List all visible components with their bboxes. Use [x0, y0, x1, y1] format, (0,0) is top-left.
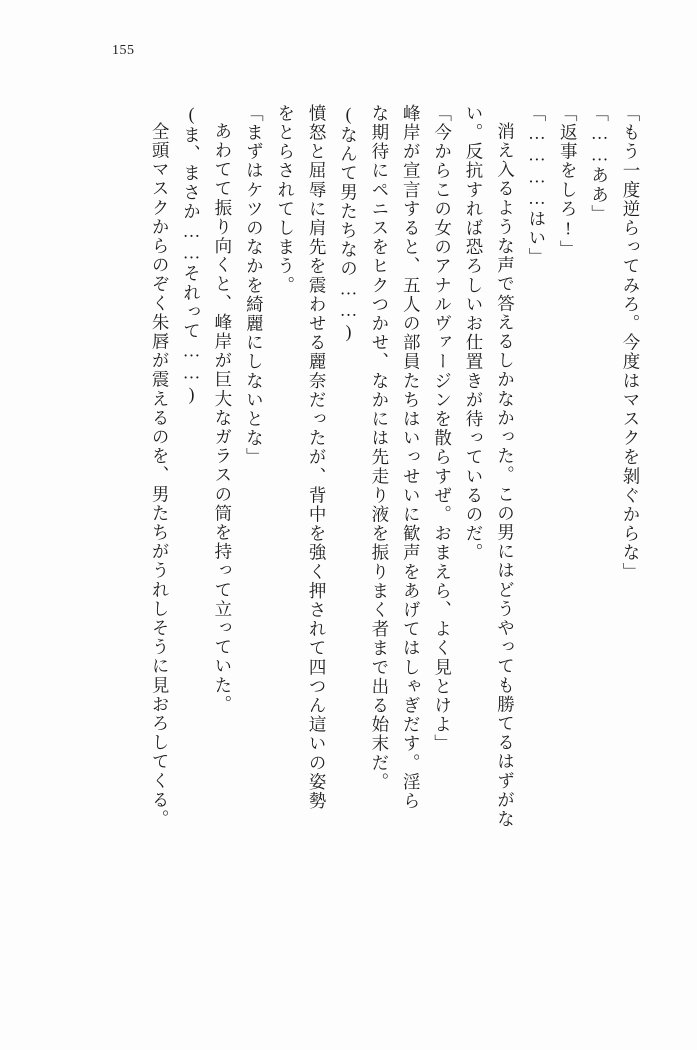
text-line: 峰岸が宣言すると、五人の部員たちはいっせいに歓声をあげてはしゃぎだす。淫ら	[401, 104, 422, 811]
text-line: 憤怒と屈辱に肩先を震わせる麗奈だったが、背中を強く押されて四つん這いの姿勢	[307, 104, 328, 811]
vertical-text-body	[64, 104, 639, 944]
text-line: 「……ああ」	[589, 104, 610, 224]
page-number: 155	[112, 43, 135, 58]
text-line: 消え入るような声で答えるしかなかった。この男にはどうやっても勝てるはずがな	[495, 122, 516, 829]
text-line: をとらされてしまう。	[275, 104, 296, 295]
text-line: 「返事をしろ!」	[558, 104, 579, 260]
text-line: 「まずはケツのなかを綺麗にしないとな」	[244, 104, 265, 467]
text-line: い。反抗すれば恐ろしいお仕置きが待っているのだ。	[464, 104, 485, 563]
text-line: (なんて男たちなの……)	[338, 104, 359, 344]
text-line: (ま、まさか……それって……)	[181, 104, 202, 406]
text-line: 「今からこの女のアナルヴァージンを散らすぜ。おまえら、よく見とけよ」	[432, 104, 453, 754]
text-line: 「もう一度逆らってみろ。今度はマスクを剝ぐからな」	[621, 104, 641, 582]
text-line: あわてて振り向くと、峰岸が巨大なガラスの筒を持って立っていた。	[212, 122, 233, 715]
text-line: な期待にペニスをヒクつかせ、なかには先走り液を振りまく者まで出る始末だ。	[369, 104, 390, 792]
text-line: 「…………はい」	[526, 104, 547, 267]
text-line: 全頭マスクからのぞく朱唇が震えるのを、男たちがうれしそうに見おろしてくる。	[150, 122, 171, 829]
